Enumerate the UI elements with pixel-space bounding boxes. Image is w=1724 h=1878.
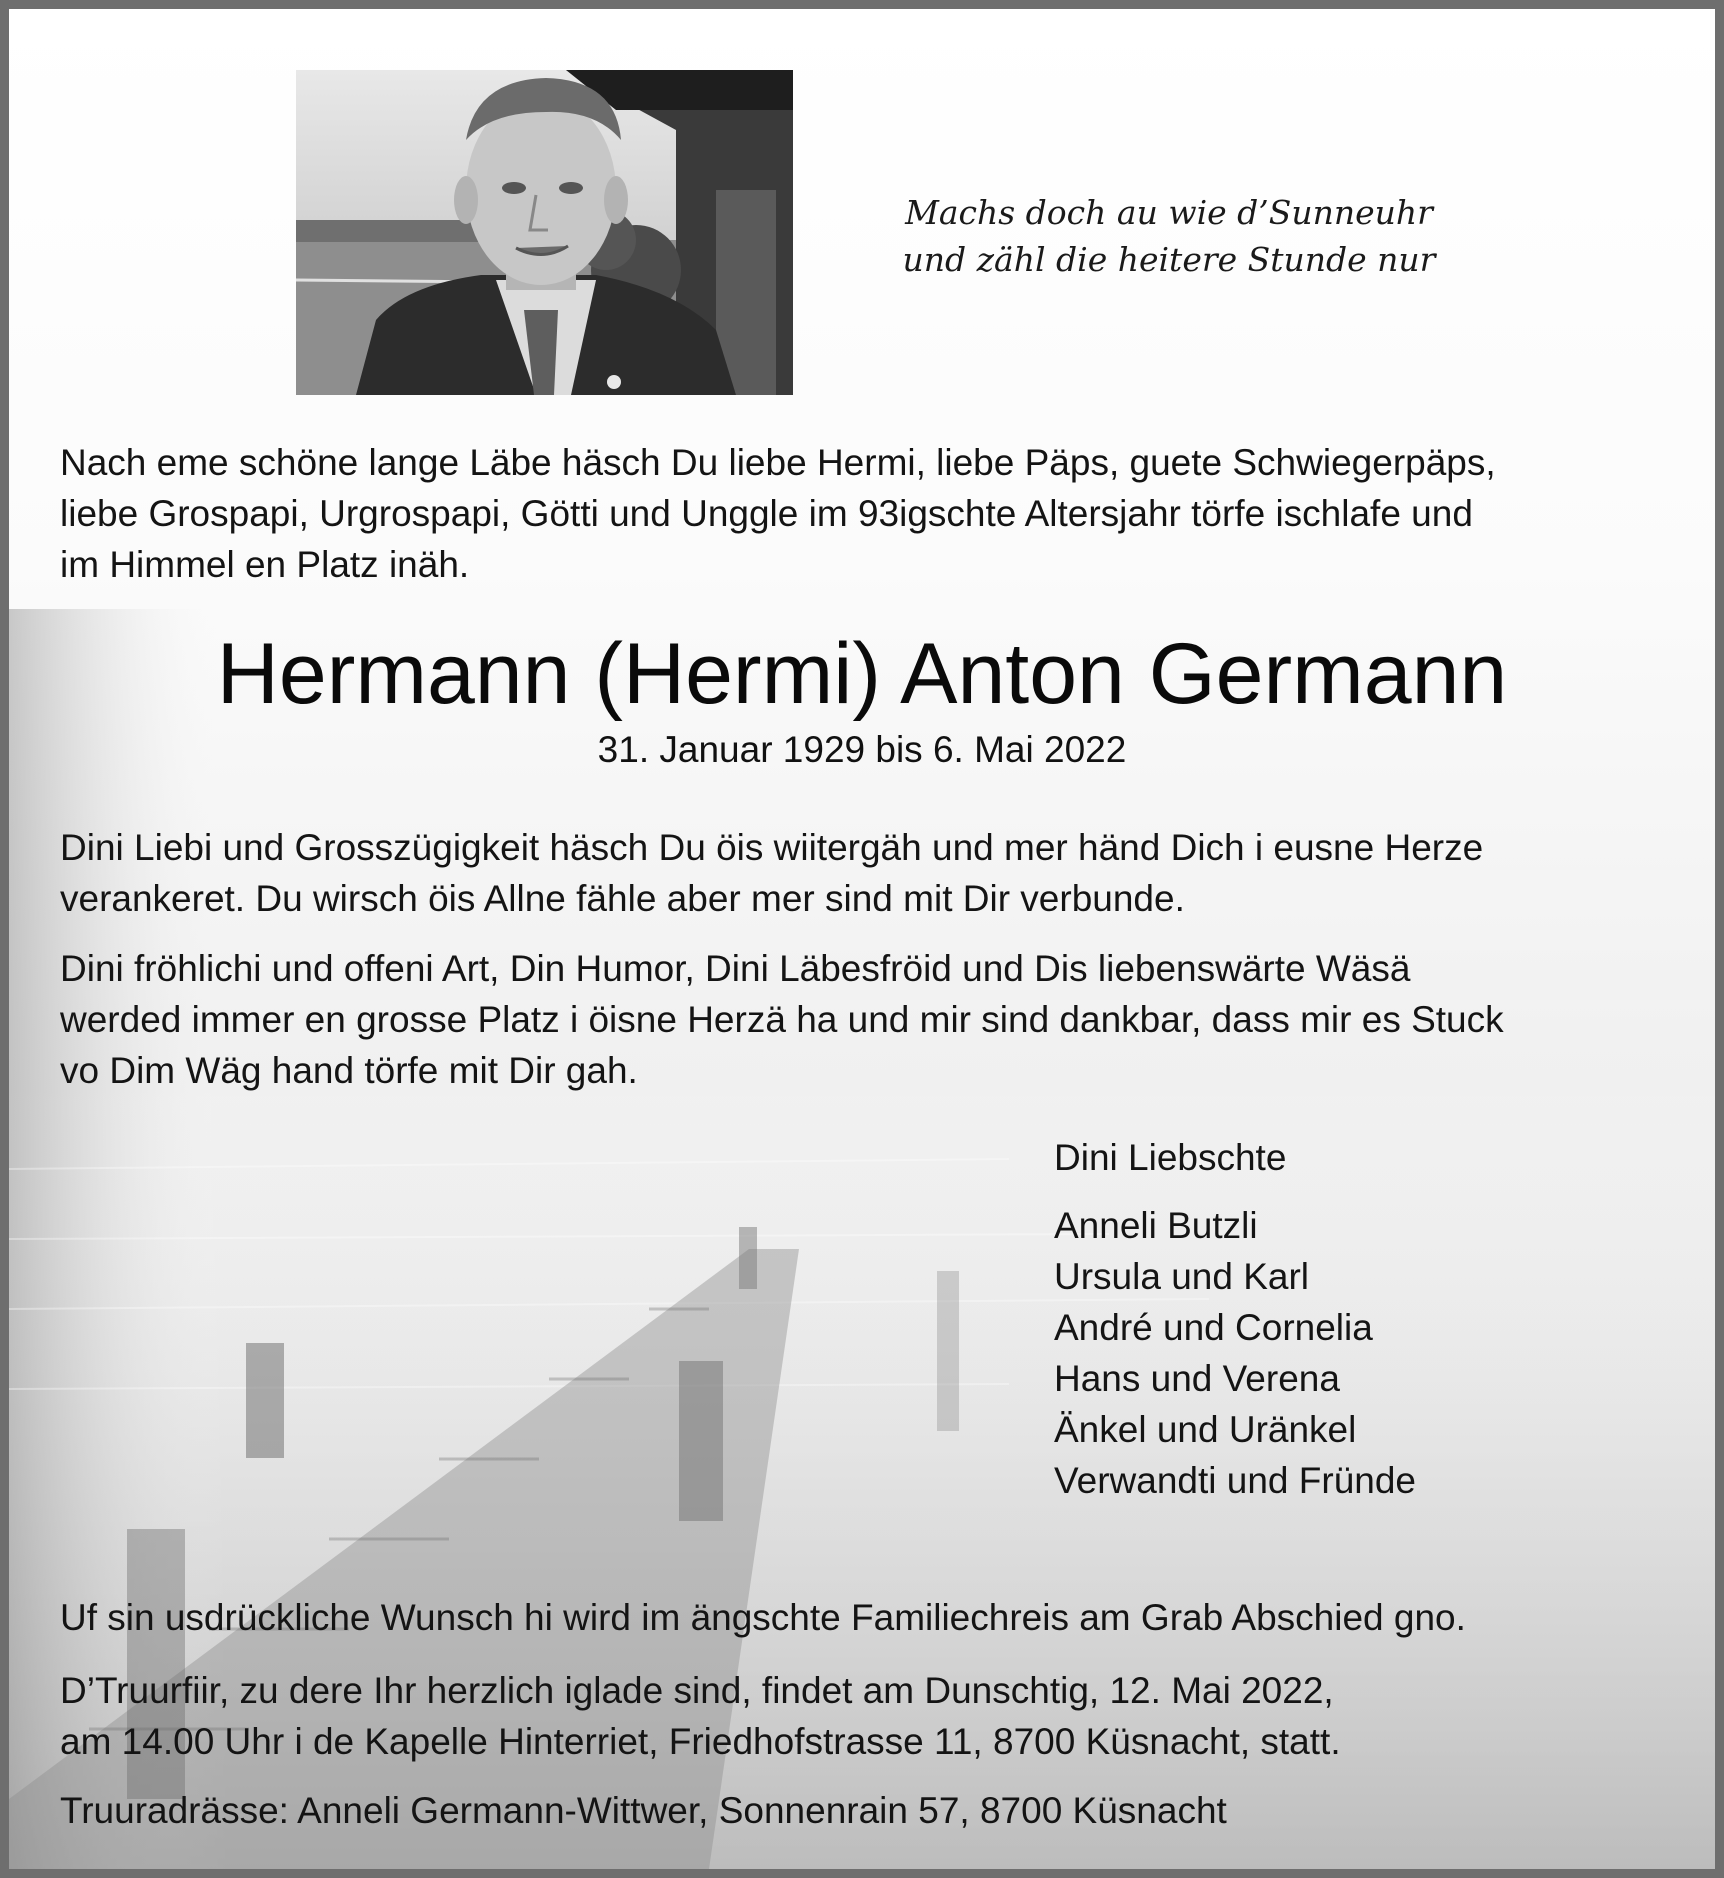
service-details: [60, 1665, 1680, 1767]
motto-quote: [889, 189, 1449, 283]
portrait-photo: [296, 70, 793, 395]
family-member: André und Cornelia: [1054, 1307, 1373, 1348]
burial-wish: [60, 1592, 1680, 1643]
tribute-line: vo Dim Wäg hand törfe mit Dir gah.: [60, 1050, 638, 1091]
service-line: D’Truurfiir, zu dere Ihr herzlich iglade sind, findet am Dunschtig, 12. Mai 2022,: [60, 1670, 1334, 1711]
life-dates: 31. Januar 1929 bis 6. Mai 2022: [597, 729, 1127, 770]
tribute-paragraph-1: [60, 822, 1660, 924]
tribute-line: werded immer en grosse Platz i öisne Herzä ha und mir sind dankbar, dass mir es Stuck: [60, 999, 1504, 1040]
tribute-paragraph-2: [60, 943, 1660, 1096]
obituary-notice: [9, 9, 1715, 1869]
intro-line: liebe Grospapi, Urgrospapi, Götti und Unggle im 93igschte Altersjahr törfe ischlafe und: [60, 493, 1473, 534]
tribute-line: verankeret. Du wirsch öis Allne fähle aber mer sind mit Dir verbunde.: [60, 878, 1185, 919]
family-member: Ursula und Karl: [1054, 1256, 1310, 1297]
deceased-name: Hermann (Hermi) Anton Germann: [216, 626, 1508, 722]
intro-line: im Himmel en Platz inäh.: [60, 544, 470, 585]
family-signature: [1054, 1132, 1416, 1506]
intro-line: Nach eme schöne lange Läbe häsch Du liebe Hermi, liebe Päps, guete Schwiegerpäps,: [60, 442, 1496, 483]
family-member: Änkel und Uränkel: [1054, 1409, 1357, 1450]
mourning-address: [60, 1785, 1680, 1836]
family-member: Verwandti und Fründe: [1054, 1460, 1417, 1501]
service-line: am 14.00 Uhr i de Kapelle Hinterriet, Friedhofstrasse 11, 8700 Küsnacht, statt.: [60, 1721, 1341, 1762]
background-jetty-photo: [9, 9, 1715, 1869]
motto-line-2: und zähl die heitere Stunde nur: [902, 240, 1436, 279]
motto-line-1: Machs doch au wie d’Sunneuhr: [905, 193, 1433, 232]
intro-paragraph: [60, 437, 1640, 590]
tribute-line: Dini fröhlichi und offeni Art, Din Humor, Dini Läbesfröid und Dis liebenswärte Wäsä: [60, 948, 1411, 989]
burial-wish-text: Uf sin usdrückliche Wunsch hi wird im ängschte Familiechreis am Grab Abschied gno.: [60, 1597, 1466, 1638]
tribute-line: Dini Liebi und Grosszügigkeit häsch Du öis wiitergäh und mer händ Dich i eusne Herze: [60, 827, 1484, 868]
family-member: Anneli Butzli: [1054, 1205, 1258, 1246]
family-member: Hans und Verena: [1054, 1358, 1340, 1399]
family-heading: Dini Liebschte: [1054, 1137, 1287, 1178]
mourning-address-text: Truuradrässe: Anneli Germann-Wittwer, Sonnenrain 57, 8700 Küsnacht: [60, 1790, 1227, 1831]
